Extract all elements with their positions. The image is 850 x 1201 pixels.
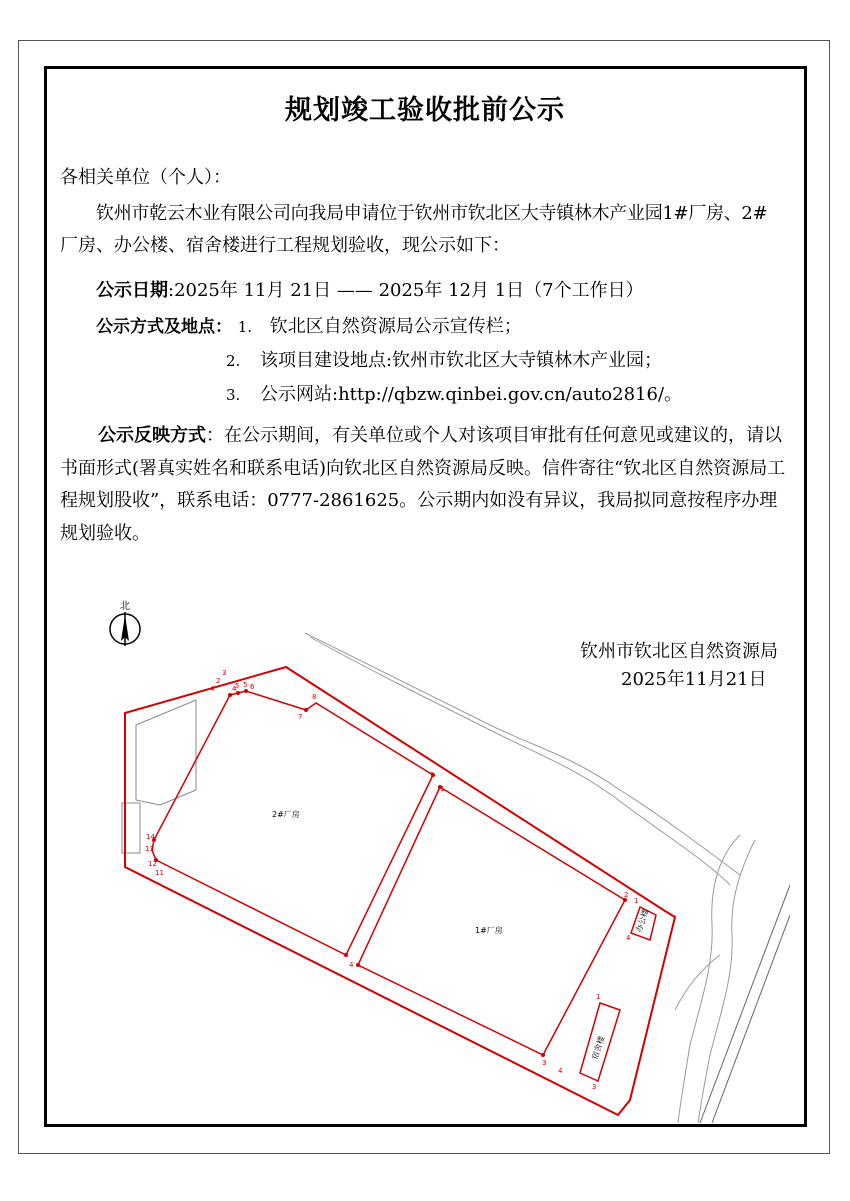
feedback-label: 公示反映方式	[98, 425, 206, 446]
point-7-label: 7	[298, 713, 303, 721]
f1-point-4-label: 4	[349, 961, 354, 969]
intro-line-2: 厂房、办公楼、宿舍楼进行工程规划验收，现公示如下：	[60, 235, 510, 256]
corner-markers	[152, 689, 627, 1057]
method-text: 公示网站:http://qbzw.qinbei.gov.cn/auto2816/。	[260, 384, 683, 405]
method-label: 公示方式及地点：	[96, 317, 232, 337]
point-13-label: 13	[145, 845, 154, 853]
method-row-2	[226, 348, 662, 374]
method-row-3	[226, 382, 682, 408]
north-label: 北	[120, 601, 130, 612]
point-2-label: 2	[216, 677, 221, 685]
feedback-paragraph	[60, 420, 795, 550]
signature-org: 钦州市钦北区自然资源局	[580, 641, 778, 662]
office-label: 办公楼	[634, 908, 651, 934]
method-row-1	[96, 314, 522, 340]
salutation: 各相关单位（个人）：	[60, 167, 231, 188]
method-num: 2.	[226, 352, 241, 370]
method-num: 3.	[226, 386, 241, 404]
terrain-lines	[305, 633, 790, 1123]
method-num: 1.	[237, 318, 253, 336]
f1-point-2-label: 2	[624, 891, 629, 899]
point-numbers	[145, 669, 638, 1091]
site-boundary	[125, 667, 675, 1115]
point-4b-label: 4	[232, 685, 237, 693]
intro-line-1: 钦州市乾云木业有限公司向我局申请位于钦州市钦北区大寺镇林木产业园1#厂房、2#	[96, 203, 768, 224]
dorm-point-1-label: 1	[596, 993, 601, 1001]
office-point-4-label: 4	[626, 934, 631, 942]
point-4-label: 4	[210, 685, 215, 693]
f1-point-3-label: 3	[542, 1059, 547, 1067]
factory1-outline	[358, 787, 625, 1055]
feedback-text: ：在公示期间，有关单位或个人对该项目审批有任何意见或建议的，请以书面形式(署真实姓名和联系电话)向钦北区自然资源局反映。信件寄往“钦北区自然资源局工程规划股收”，联系电话：0777-2861625。公示期内如没有异议，我局拟同意按程序办理规划验收。	[60, 425, 786, 544]
point-12-label: 12	[148, 860, 157, 868]
dorm-point-3-label: 3	[592, 1083, 597, 1091]
north-arrow	[110, 600, 140, 646]
site-plan	[100, 595, 790, 1125]
dorm-label: 宿舍楼	[590, 1035, 607, 1061]
point-3-label: 3	[222, 669, 227, 677]
factory2-outline	[152, 691, 433, 955]
office-point-1-label: 1	[634, 897, 639, 905]
dorm-point-4-label: 4	[558, 1067, 563, 1075]
point-6-label: 6	[250, 683, 255, 691]
page-title: 规划竣工验收批前公示	[285, 95, 565, 126]
method-text: 该项目建设地点:钦州市钦北区大寺镇林木产业园；	[260, 350, 663, 371]
neighbor-building	[136, 700, 196, 805]
point-14-label: 14	[146, 833, 155, 841]
date-value: :2025年 11月 21日 —— 2025年 12月 1日（7个工作日）	[168, 280, 644, 301]
point-5-label: 5	[235, 682, 240, 690]
notice-date-row	[96, 278, 644, 304]
f1-point-1-label: 1	[440, 785, 445, 793]
point-5b-label: 5	[243, 681, 248, 689]
date-label: 公示日期	[96, 280, 168, 301]
factory2-label: 2#厂房	[272, 810, 300, 819]
signature-date: 2025年11月21日	[621, 669, 767, 690]
point-9-label: 9	[430, 771, 435, 779]
point-11-label: 11	[155, 869, 164, 877]
point-8-label: 8	[312, 693, 317, 701]
factory1-label: 1#厂房	[475, 926, 503, 935]
method-text: 钦北区自然资源局公示宣传栏；	[269, 316, 522, 337]
